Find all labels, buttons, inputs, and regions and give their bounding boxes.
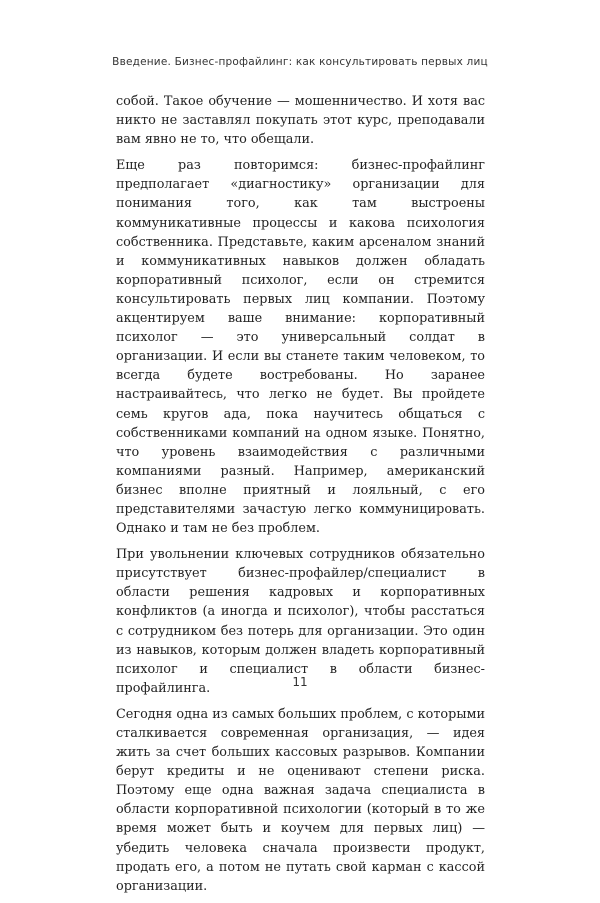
paragraph: Сегодня одна из самых больших проблем, с которыми сталкивается современная организация, — идея жить за счет больших кассовых разрывов. Компании берут кредиты и не оценивают степени риска. Поэтому еще одна важная задача специалиста в области корпоративной психологии (который в то же время может быть и коучем для первых лиц) — убедить человека сначала произвести продукт, продать его, а потом не путать свой карман с кассой организации. (116, 706, 485, 894)
paragraph: Еще раз повторимся: бизнес-профайлинг предполагает «диагностику» организации для понимания того, как там выстроены коммуникативные процессы и какова психология собственника. Представьте, каким арсеналом знаний и коммуникативных навыков должен обладать корпоративный психолог, если он стремится консультировать первых лиц компании. Поэтому акцентируем ваше внимание: корпоративный психолог — это универсальный солдат в организации. И если вы станете таким человеком, то всегда будете востребованы. Но заранее настраивайтесь, что легко не будет. Вы пройдете семь кругов ада, пока научитесь общаться с собственниками компаний на одном языке. Понятно, что уровень взаимодействия с различными компаниями разный. Например, американский бизнес вполне приятный и лояльный, с его представителями зачастую легко коммуницировать. Однако и там не без проблем. (116, 158, 485, 537)
running-header: Введение. Бизнес-профайлинг: как консультировать первых лиц (112, 56, 488, 68)
page-number: 11 (292, 675, 308, 689)
body-text (116, 92, 485, 903)
paragraph: При увольнении ключевых сотрудников обязательно присутствует бизнес-профайлер/специалист в области решения кадровых и корпоративных конфликтов (а иногда и психолог), чтобы расстаться с сотрудником без потерь для организации. Это один из навыков, которым должен владеть корпоративный психолог и специалист в области бизнес-профайлинга. (116, 547, 485, 696)
paragraph: собой. Такое обучение — мошенничество. И хотя вас никто не заставлял покупать этот курс, преподавали вам явно не то, что обещали. (116, 94, 485, 148)
